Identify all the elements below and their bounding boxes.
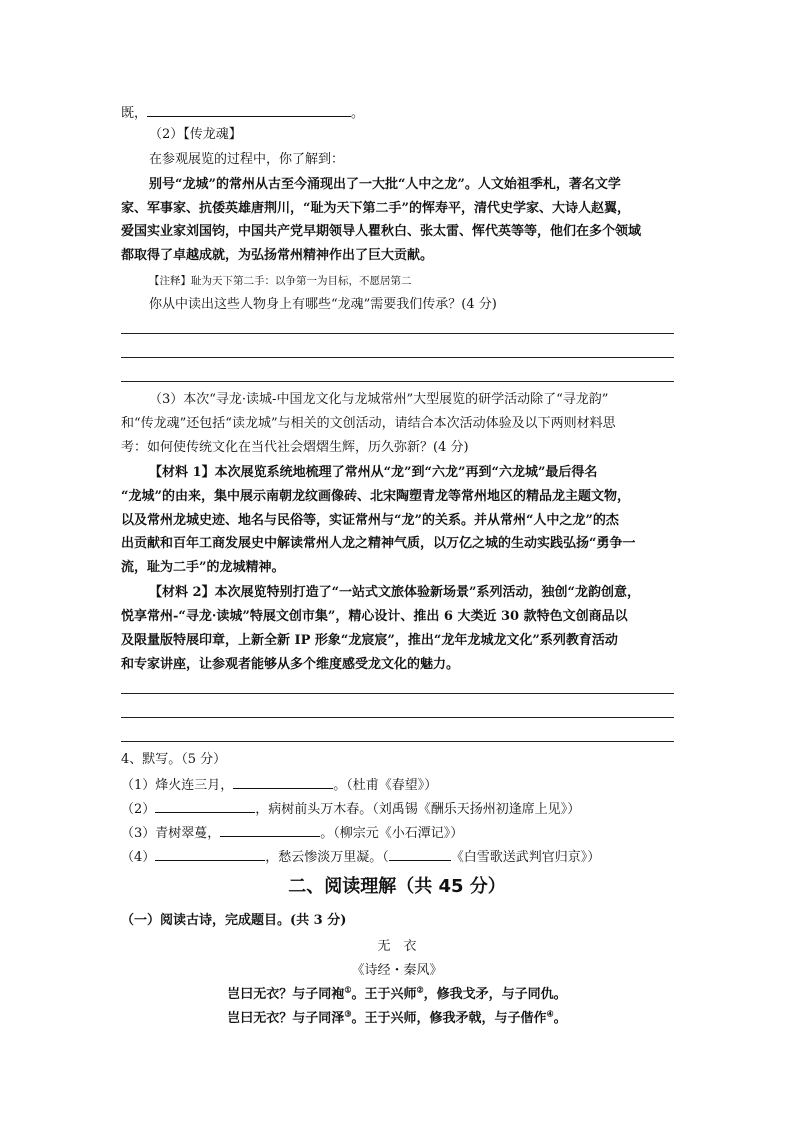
p2-body-line: 爱国实业家刘国钧，中国共产党早期领导人瞿秋白、张太雷、恽代英等等，他们在多个领域 (121, 224, 642, 239)
section-heading: 二、阅读理解（共 45 分） (288, 876, 506, 897)
material-1-line: 以及常州龙城史迹、地名与民俗等，实证常州与“龙”的关系。并从常州“人中之龙”的杰 (121, 513, 619, 528)
p2-body-line: 别号“龙城”的常州从古至今涌现出了一大批“人中之龙”。人文始祖季札，著名文学 (149, 177, 621, 192)
answer-rule[interactable] (121, 717, 674, 718)
material-2-line: 【材料 2】本次展览特别打造了“一站式文旅体验新场景”系列活动，独创“龙韵创意， (149, 585, 641, 600)
dictation-prefix: （3）青树翠蔓， (121, 826, 221, 841)
answer-rule[interactable] (121, 381, 674, 382)
material-2-line: 和专家讲座，让参观者能够从多个维度感受龙文化的魅力。 (121, 657, 460, 672)
answer-suffix: 。 (351, 106, 365, 121)
answer-rule[interactable] (121, 693, 674, 694)
p2-body-line: 都取得了卓越成就，为弘扬常州精神作出了巨大贡献。 (121, 248, 434, 263)
footnote-marker: ③ (344, 1008, 352, 1019)
footnote-marker: ④ (546, 1008, 554, 1019)
material-1-line: 出贡献和百年工商发展史中解读常州人龙之精神气质，以万亿之城的生动实践弘扬“勇争一 (121, 536, 636, 551)
dictation-prefix: （4） (121, 850, 156, 865)
fill-blank[interactable] (233, 776, 333, 789)
fill-blank[interactable] (155, 800, 255, 813)
q4-title: 4、默写。（5 分） (121, 752, 227, 767)
dictation-item-3 (121, 824, 681, 842)
subquestion-2-title: （2）【传龙魂】 (149, 127, 242, 142)
fill-blank[interactable] (155, 848, 265, 861)
dictation-suffix: ，病树前头万木春。（刘禹锡《酬乐天扬州初逢席上见》） (255, 802, 581, 817)
material-1-line: “龙城”的由来，集中展示南朝龙纹画像砖、北宋陶塑青龙等常州地区的精品龙主题文物， (121, 489, 630, 504)
answer-prefix: 既， (121, 106, 148, 121)
poem-line-2: 岂曰无衣？与子同泽③。王于兴师，修我矛戟，与子偕作④。 (227, 1008, 567, 1026)
p2-body-line: 家、军事家、抗倭英雄唐荆川，“耻为天下第二手”的恽寿平，清代史学家、大诗人赵翼， (121, 201, 630, 216)
poem-source: 《诗经・秦风》 (351, 963, 443, 978)
answer-rule[interactable] (121, 357, 674, 358)
dictation-suffix: 。（杜甫《春望》） (333, 778, 438, 793)
footnote-marker: ① (344, 984, 352, 995)
fill-blank[interactable] (389, 848, 451, 861)
material-1-line: 流，耻为二手”的龙城精神。 (121, 560, 285, 575)
dictation-item-1 (121, 776, 681, 794)
dictation-suffix: ，愁云惨淡万里凝。（ (265, 850, 389, 865)
dictation-suffix: 《白雪歌送武判官归京》） (450, 850, 601, 865)
subquestion-2-intro: 在参观展览的过程中，你了解到： (149, 152, 345, 167)
answer-rule[interactable] (121, 333, 674, 334)
footnote-marker: ② (416, 984, 424, 995)
fill-blank[interactable] (147, 104, 351, 117)
material-1-line: 【材料 1】本次展览系统地梳理了常州从“龙”到“六龙”再到“六龙城”最后得名 (149, 465, 598, 480)
material-2-line: 悦享常州-“寻龙·读城”特展文创市集”，精心设计、推出 6 大类近 30 款特色文创商品以 (121, 609, 628, 624)
p3-line: 和“传龙魂”还包括“读龙城”与相关的文创活动，请结合本次活动体验及以下两则材料思 (121, 416, 616, 431)
dictation-item-2 (121, 800, 681, 818)
dictation-prefix: （2） (121, 802, 156, 817)
p3-line: 考：如何使传统文化在当代社会熠熠生辉，历久弥新？(4 分) (121, 440, 469, 455)
dictation-item-4 (121, 848, 681, 866)
dictation-suffix: 。（柳宗元《小石潭记》） (320, 826, 464, 841)
poem-line-1: 岂曰无衣？与子同袍①。王于兴师②，修我戈矛，与子同仇。 (227, 984, 567, 1002)
material-2-line: 及限量版特展印章，上新全新 IP 形象“龙宸宸”，推出“龙年龙城龙文化”系列教育活动 (121, 633, 618, 648)
answer-rule[interactable] (121, 741, 674, 742)
p2-note: 【注释】耻为天下第二手：以争第一为目标，不愿居第二 (149, 275, 412, 287)
p2-question: 你从中读出这些人物身上有哪些“龙魂”需要我们传承？(4 分) (149, 297, 497, 312)
answer-line-top (121, 104, 681, 122)
subsection-heading: （一）阅读古诗，完成题目。(共 3 分) (121, 913, 347, 928)
p3-line: （3）本次“寻龙·读城-中国龙文化与龙城常州”大型展览的研学活动除了“寻龙韵” (149, 392, 609, 407)
fill-blank[interactable] (220, 824, 320, 837)
dictation-prefix: （1）烽火连三月， (121, 778, 234, 793)
poem-title: 无 衣 (377, 939, 417, 954)
